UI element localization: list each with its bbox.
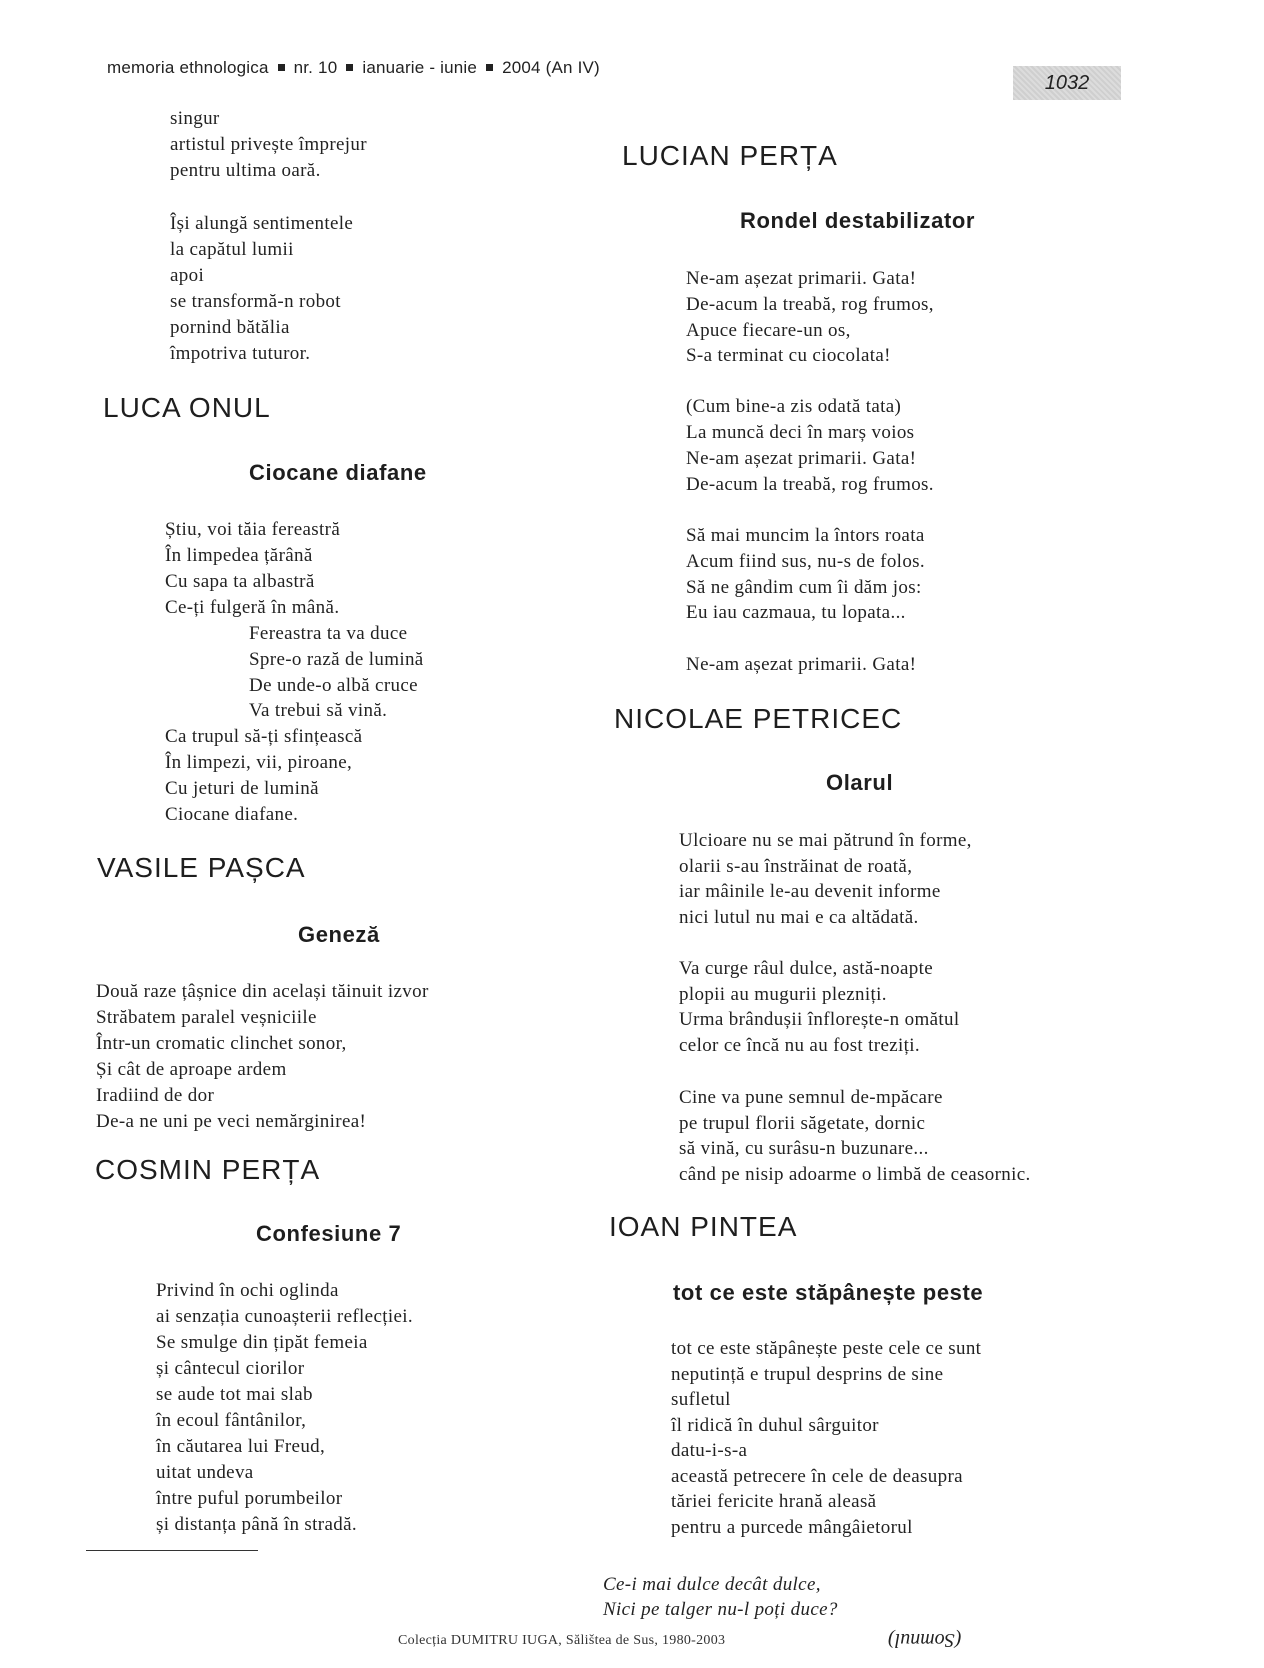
verse-line: pe trupul florii săgetate, dornic	[679, 1113, 926, 1134]
verse-line: Ulcioare nu se mai pătrund în forme,	[679, 830, 972, 851]
poem-title: Confesiune 7	[256, 1221, 402, 1246]
verse-line: Cine va pune semnul de-mpăcare	[679, 1087, 943, 1108]
verse-line: apoi	[170, 265, 205, 286]
author-name: LUCA ONUL	[103, 392, 271, 423]
author-name: COSMIN PERȚA	[95, 1154, 321, 1185]
verse-line: între puful porumbeilor	[156, 1488, 343, 1509]
verse-line: Să mai muncim la întors roata	[686, 525, 925, 546]
poem-title: Geneză	[298, 922, 380, 947]
square-bullet-icon	[346, 64, 353, 71]
verse-line: se transformă-n robot	[170, 291, 341, 312]
verse-line: singur	[170, 108, 220, 129]
verse-line: Acum fiind sus, nu-s de folos.	[686, 551, 926, 572]
verse-line: sufletul	[671, 1389, 731, 1410]
verse-line: Și cât de aproape ardem	[96, 1059, 287, 1080]
verse-line: această petrecere în cele de deasupra	[671, 1466, 963, 1487]
verse-line: când pe nisip adoarme o limbă de ceasornic.	[679, 1164, 1031, 1185]
verse-line: celor ce încă nu au fost treziți.	[679, 1035, 921, 1056]
verse-line: ai senzația cunoașterii reflecției.	[156, 1306, 414, 1327]
verse-line: nici lutul nu mai e ca altădată.	[679, 907, 919, 928]
verse-line: iar mâinile le-au devenit informe	[679, 881, 941, 902]
verse-line: tăriei fericite hrană aleasă	[671, 1491, 877, 1512]
verse-line: De-a ne uni pe veci nemărginirea!	[96, 1111, 367, 1132]
verse-line: împotriva tuturor.	[170, 343, 311, 364]
verse-line: Ne-am așezat primarii. Gata!	[686, 654, 917, 675]
author-name: IOAN PINTEA	[609, 1211, 798, 1242]
verse-line: pentru ultima oară.	[170, 160, 321, 181]
issue-year: 2004 (An IV)	[502, 58, 600, 77]
verse-line: în căutarea lui Freud,	[156, 1436, 326, 1457]
verse-line: în ecoul fântânilor,	[156, 1410, 307, 1431]
verse-line: să vină, cu surâsu-n buzunare...	[679, 1138, 929, 1159]
verse-line: Ne-am așezat primarii. Gata!	[686, 268, 917, 289]
issue-period: ianuarie - iunie	[362, 58, 478, 77]
verse-line: la capătul lumii	[170, 239, 294, 260]
verse-line: Își alungă sentimentele	[170, 213, 354, 234]
verse-line: De-acum la treabă, rog frumos.	[686, 474, 934, 495]
verse-line: datu-i-s-a	[671, 1440, 748, 1461]
verse-line: Străbatem paralel veșniciile	[96, 1007, 317, 1028]
issue-number: nr. 10	[293, 58, 338, 77]
verse-line: Cu jeturi de lumină	[165, 778, 319, 799]
verse-line: (Cum bine-a zis odată tata)	[686, 396, 902, 417]
verse-line: Ca trupul să-ți sfințească	[165, 726, 363, 747]
verse-line: De-acum la treabă, rog frumos,	[686, 294, 934, 315]
verse-line: olarii s-au înstrăinat de roată,	[679, 856, 913, 877]
square-bullet-icon	[278, 64, 285, 71]
riddle-line: Nici pe talger nu-l poți duce?	[603, 1599, 838, 1620]
verse-line: La muncă deci în marș voios	[686, 422, 915, 443]
verse-line: Se smulge din țipăt femeia	[156, 1332, 368, 1353]
collection-credit: Colecția DUMITRU IUGA, Sălištea de Sus, 1980-2003	[398, 1633, 726, 1648]
verse-line: Două raze țâșnice din același tăinuit izvor	[96, 981, 429, 1002]
author-name: NICOLAE PETRICEC	[614, 703, 903, 734]
verse-line: Va trebui să vină.	[249, 700, 388, 721]
verse-line: Iradiind de dor	[96, 1085, 215, 1106]
author-name: VASILE PAȘCA	[97, 852, 306, 883]
verse-line: pentru a purcede mângâietorul	[671, 1517, 913, 1538]
verse-line: pornind bătălia	[170, 317, 290, 338]
verse-line: De unde-o albă cruce	[249, 675, 418, 696]
verse-line: Privind în ochi oglinda	[156, 1280, 339, 1301]
author-name: LUCIAN PERȚA	[622, 140, 838, 171]
verse-line: tot ce este stăpânește peste cele ce sunt	[671, 1338, 982, 1359]
verse-line: plopii au mugurii plezniți.	[679, 984, 887, 1005]
verse-line: artistul privește împrejur	[170, 134, 367, 155]
poem-title: tot ce este stăpânește peste	[673, 1280, 984, 1305]
verse-line: Ce-ți fulgeră în mână.	[165, 597, 340, 618]
verse-line: și cântecul ciorilor	[156, 1358, 305, 1379]
verse-line: Ciocane diafane.	[165, 804, 299, 825]
footnote-rule	[86, 1550, 258, 1551]
verse-line: Urma brândușii înflorește-n omătul	[679, 1009, 960, 1030]
verse-line: S-a terminat cu ciocolata!	[686, 345, 891, 366]
poem-title: Olarul	[826, 770, 894, 795]
verse-line: și distanța până în stradă.	[156, 1514, 357, 1535]
verse-line: Cu sapa ta albastră	[165, 571, 315, 592]
verse-line: Eu iau cazmaua, tu lopata...	[686, 602, 906, 623]
square-bullet-icon	[486, 64, 493, 71]
verse-line: În limpezi, vii, piroane,	[165, 752, 353, 773]
riddle-line: Ce-i mai dulce decât dulce,	[603, 1574, 821, 1595]
verse-line: neputință e trupul desprins de sine	[671, 1364, 944, 1385]
page-number: 1032	[1013, 66, 1121, 100]
verse-line: îl ridică în duhul sârguitor	[671, 1415, 879, 1436]
verse-line: Să ne gândim cum îi dăm jos:	[686, 577, 922, 598]
verse-line: Va curge râul dulce, astă-noapte	[679, 958, 934, 979]
riddle-answer-inverted: (Somnul)	[888, 1629, 962, 1651]
verse-line: uitat undeva	[156, 1462, 254, 1483]
verse-line: Fereastra ta va duce	[249, 623, 408, 644]
journal-name: memoria ethnologica	[107, 58, 269, 77]
poem-title: Rondel destabilizator	[740, 208, 976, 233]
verse-line: Într-un cromatic clinchet sonor,	[96, 1033, 347, 1054]
running-header	[107, 58, 600, 78]
verse-line: Ne-am așezat primarii. Gata!	[686, 448, 917, 469]
verse-line: Apuce fiecare-un os,	[686, 320, 851, 341]
verse-line: Știu, voi tăia fereastră	[165, 519, 341, 540]
verse-line: În limpedea țărână	[165, 545, 313, 566]
verse-line: Spre-o rază de lumină	[249, 649, 424, 670]
poem-title: Ciocane diafane	[249, 460, 427, 485]
verse-line: se aude tot mai slab	[156, 1384, 313, 1405]
